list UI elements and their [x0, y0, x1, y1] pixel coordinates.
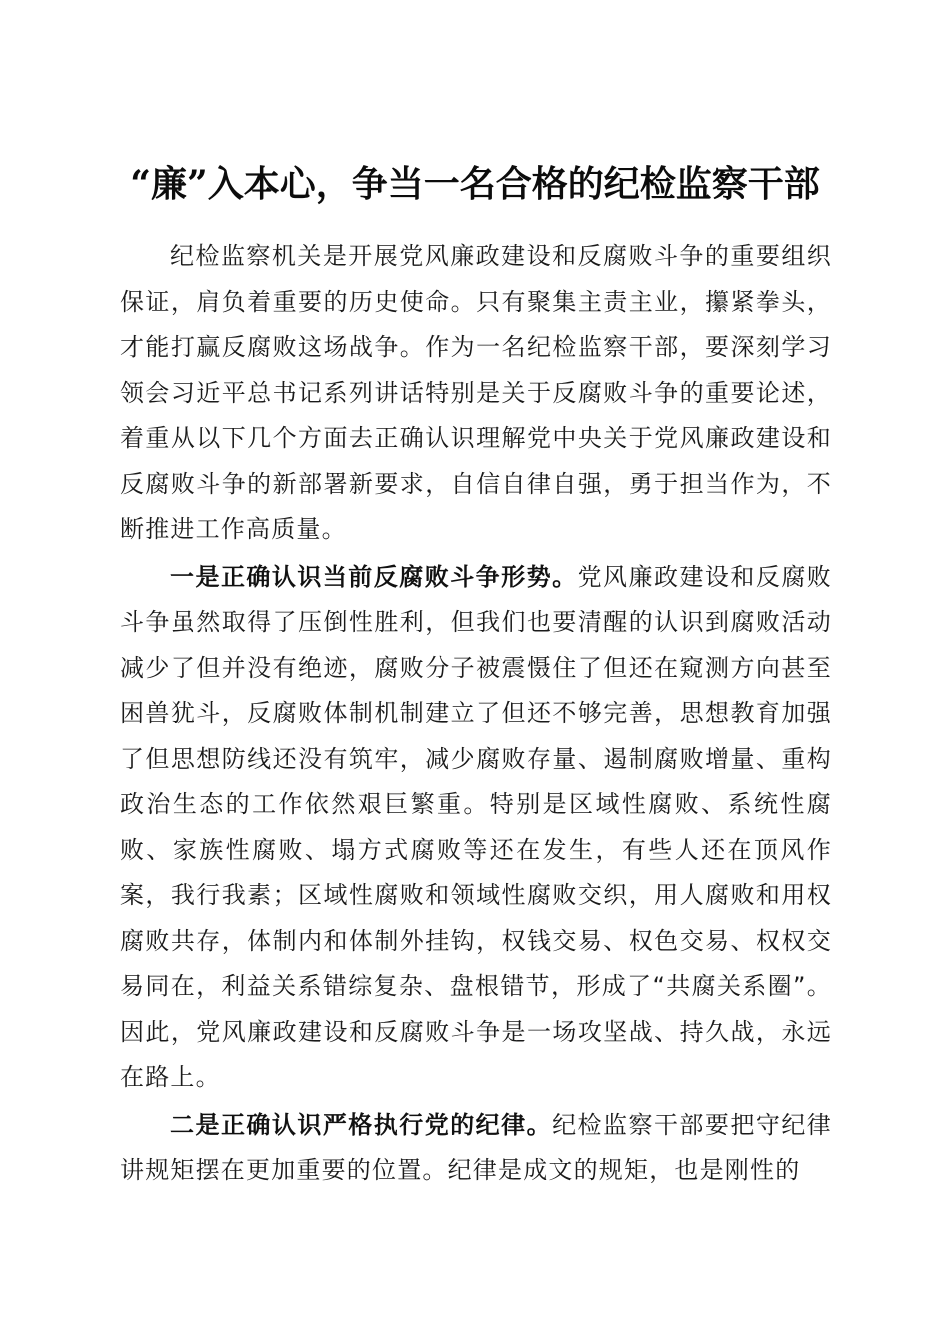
document-body	[120, 234, 832, 1194]
paragraph-text: 党风廉政建设和反腐败斗争虽然取得了压倒性胜利，但我们也要清醒的认识到腐败活动减少了但并没有绝迹，腐败分子被震慑住了但还在窥测方向甚至困兽犹斗，反腐败体制机制建立了但还不够完善，思想教育加强了但思想防线还没有筑牢，减少腐败存量、遏制腐败增量、重构政治生态的工作依然艰巨繁重。特别是区域性腐败、系统性腐败、家族性腐败、塌方式腐败等还在发生，有些人还在顶风作案，我行我素；区域性腐败和领域性腐败交织，用人腐败和用权腐败共存，体制内和体制外挂钩，权钱交易、权色交易、权权交易同在，利益关系错综复杂、盘根错节，形成了“共腐关系圈”。因此，党风廉政建设和反腐败斗争是一场攻坚战、持久战，永远在路上。	[120, 562, 833, 1091]
paragraph-text: 纪检监察干部要把守纪律讲规矩摆在更加重要的位置。纪律是成文的规矩，也是刚性的	[120, 1110, 832, 1184]
paragraph-lead: 二是正确认识严格执行党的纪律。	[170, 1110, 553, 1139]
paragraph-intro	[120, 234, 832, 553]
paragraph-point-one	[120, 555, 832, 1101]
paragraph-lead: 一是正确认识当前反腐败斗争形势。	[170, 562, 578, 591]
document-title: “廉”入本心，争当一名合格的纪检监察干部	[130, 163, 820, 206]
paragraph-text: 纪检监察机关是开展党风廉政建设和反腐败斗争的重要组织保证，肩负着重要的历史使命。只有聚集主责主业，攥紧拳头，才能打赢反腐败这场战争。作为一名纪检监察干部，要深刻学习领会习近平总书记系列讲话特别是关于反腐败斗争的重要论述，着重从以下几个方面去正确认识理解党中央关于党风廉政建设和反腐败斗争的新部署新要求，自信自律自强，勇于担当作为，不断推进工作高质量。	[120, 242, 832, 543]
paragraph-point-two	[120, 1103, 832, 1194]
